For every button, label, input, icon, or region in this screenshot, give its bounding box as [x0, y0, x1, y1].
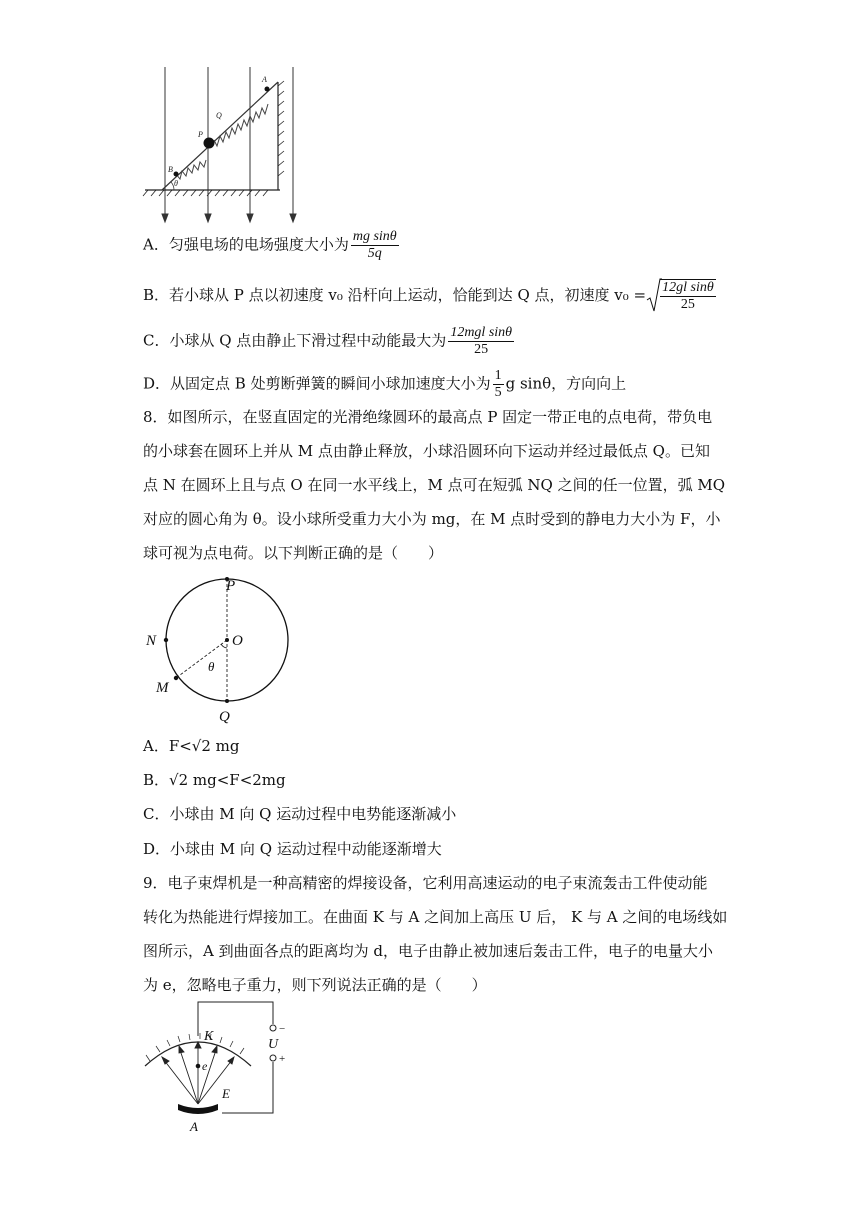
- q7-option-c-text: C．小球从 Q 点由静止下滑过程中动能最大为: [143, 331, 447, 350]
- q7-option-d-text: D．从固定点 B 处剪断弹簧的瞬间小球加速度大小为: [143, 374, 491, 393]
- q8-label-o: O: [232, 633, 243, 649]
- q9-label-k: K: [204, 1029, 214, 1044]
- q9-label-e: e: [202, 1059, 208, 1073]
- q7-option-a-fraction: [351, 229, 399, 262]
- q9-label-minus: −: [279, 1023, 286, 1035]
- q7-option-d-fraction: [493, 368, 504, 401]
- q8-ring-figure: [140, 572, 300, 727]
- q8-label-n: N: [146, 633, 157, 649]
- q7-label-theta: θ: [174, 179, 178, 188]
- q8-label-theta: θ: [208, 659, 215, 674]
- q8-option-d: D．小球由 M 向 Q 运动过程中动能逐渐增大: [143, 840, 442, 858]
- q8-stem: [143, 400, 726, 570]
- q8-stem-line: 的小球套在圆环上并从 M 点由静止释放，小球沿圆环向下运动并经过最低点 Q。已知: [143, 442, 710, 460]
- q9-electron-beam-figure: [140, 1000, 300, 1135]
- q7-option-b: [143, 278, 723, 314]
- q7-option-d: [143, 368, 723, 401]
- q8-option-c: C．小球由 M 向 Q 运动过程中电势能逐渐减小: [143, 805, 457, 823]
- q7-option-c-fraction: [448, 325, 514, 358]
- q7-option-a: [143, 229, 723, 262]
- q7-option-c-numerator: 12mgl sinθ: [450, 325, 513, 340]
- q8-label-p: P: [226, 578, 236, 594]
- q8-label-q: Q: [219, 709, 230, 725]
- q7-option-c-denominator: 25: [474, 342, 489, 357]
- q7-option-a-numerator: mg sinθ: [352, 229, 397, 244]
- q8-stem-line: 对应的圆心角为 θ。设小球所受重力大小为 mg，在 M 点时受到的静电力大小为 F，小: [143, 510, 721, 528]
- q7-option-a-denominator: 5q: [367, 246, 382, 261]
- q9-label-a: A: [190, 1119, 198, 1134]
- q7-label-q: Q: [216, 111, 222, 120]
- q8-stem-line: 点 N 在圆环上且与点 O 在同一水平线上，M 点可在短弧 NQ 之间的任一位置，弧 MQ: [143, 476, 726, 494]
- q7-option-a-text: A．匀强电场的电场强度大小为: [143, 235, 349, 254]
- q7-option-b-text: B．若小球从 P 点以初速度 v₀ 沿杆向上运动，恰能到达 Q 点，初速度 v₀ =: [143, 286, 647, 304]
- q7-option-b-numerator: 12gl sinθ: [662, 280, 714, 295]
- q9-stem-line: 为 e，忽略电子重力，则下列说法正确的是（ ）: [143, 976, 487, 994]
- q7-label-a: A: [262, 75, 267, 84]
- q9-stem-line: 图所示，A 到曲面各点的距离均为 d，电子由静止被加速后轰击工件，电子的电量大小: [143, 942, 713, 960]
- q8-stem-line: 8．如图所示，在竖直固定的光滑绝缘圆环的最高点 P 固定一带正电的点电荷，带负电: [143, 408, 713, 426]
- q7-label-p: P: [198, 130, 203, 139]
- q7-option-b-denominator: 25: [680, 297, 695, 312]
- q9-label-u: U: [268, 1037, 279, 1052]
- q7-option-d-denominator: 5: [494, 385, 502, 400]
- q9-label-plus: +: [279, 1053, 286, 1065]
- q9-stem-line: 转化为热能进行焊接加工。在曲面 K 与 A 之间加上高压 U 后， K 与 A 之间的电场线如: [143, 908, 728, 926]
- q7-incline-spring-figure: [140, 62, 300, 227]
- q9-label-field: E: [222, 1086, 230, 1101]
- q7-option-b-fraction: [660, 279, 716, 313]
- q8-option-a: A．F<√2 mg: [143, 737, 240, 755]
- q7-label-b: B: [168, 165, 173, 174]
- q7-option-b-sqrt: [646, 278, 718, 314]
- q8-label-m: M: [156, 680, 169, 696]
- q8-option-b: B．√2 mg<F<2mg: [143, 771, 286, 789]
- q7-option-c: [143, 325, 723, 358]
- q9-stem: [143, 866, 728, 1002]
- q7-option-d-suffix: g sinθ，方向向上: [505, 374, 627, 393]
- q9-stem-line: 9．电子束焊机是一种高精密的焊接设备，它利用高速运动的电子束流轰击工件使动能: [143, 874, 708, 892]
- q7-option-d-numerator: 1: [494, 368, 502, 383]
- q8-stem-line: 球可视为点电荷。以下判断正确的是（ ）: [143, 544, 444, 562]
